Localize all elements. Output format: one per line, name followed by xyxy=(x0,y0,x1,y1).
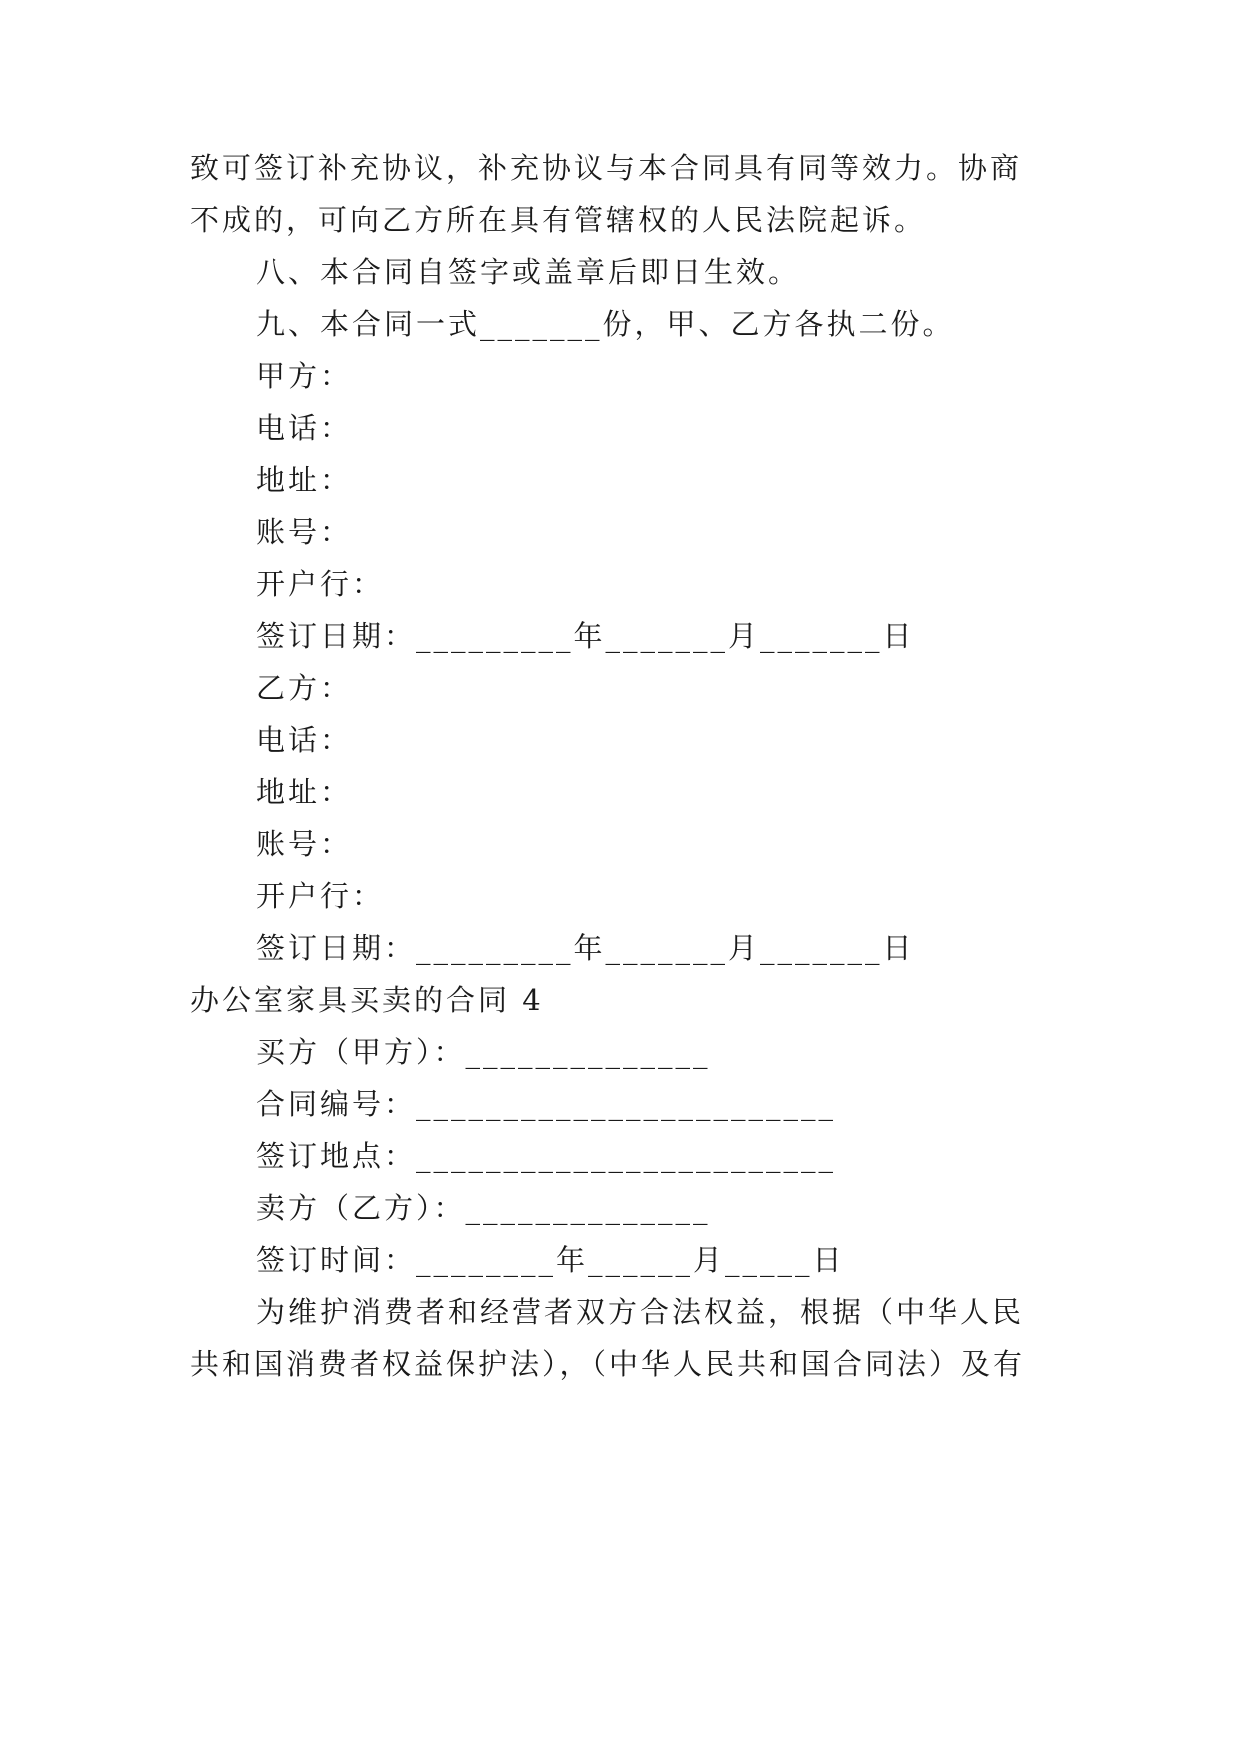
clause-9: 九、本合同一式_______份，甲、乙方各执二份。 xyxy=(256,307,955,341)
party-a-account: 账号： xyxy=(256,515,353,549)
party-b-phone: 电话： xyxy=(256,723,353,757)
contract-number-field: 合同编号：________________________ xyxy=(256,1087,837,1121)
party-a-label: 甲方： xyxy=(256,359,353,393)
section-title: 办公室家具买卖的合同 4 xyxy=(190,983,544,1017)
body-text-line: 为维护消费者和经营者双方合法权益，根据（中华人民 xyxy=(256,1295,1025,1329)
party-a-sign-date: 签订日期：_________年_______月_______日 xyxy=(256,619,915,653)
sign-location-field: 签订地点：________________________ xyxy=(256,1139,837,1173)
sign-time-field: 签订时间：________年______月_____日 xyxy=(256,1243,845,1277)
party-a-address: 地址： xyxy=(256,463,353,497)
party-a-bank: 开户行： xyxy=(256,567,385,601)
clause-8: 八、本合同自签字或盖章后即日生效。 xyxy=(256,255,801,289)
buyer-field: 买方（甲方）：______________ xyxy=(256,1035,711,1069)
party-b-account: 账号： xyxy=(256,827,353,861)
party-b-sign-date: 签订日期：_________年_______月_______日 xyxy=(256,931,915,965)
party-b-bank: 开户行： xyxy=(256,879,385,913)
seller-field: 卖方（乙方）：______________ xyxy=(256,1191,711,1225)
body-text-line: 共和国消费者权益保护法），（中华人民共和国合同法）及有 xyxy=(190,1347,1026,1381)
party-a-phone: 电话： xyxy=(256,411,353,445)
body-text-line: 致可签订补充协议，补充协议与本合同具有同等效力。协商 xyxy=(190,151,1023,185)
party-b-address: 地址： xyxy=(256,775,353,809)
party-b-label: 乙方： xyxy=(256,671,353,705)
body-text-line: 不成的，可向乙方所在具有管辖权的人民法院起诉。 xyxy=(190,203,927,237)
